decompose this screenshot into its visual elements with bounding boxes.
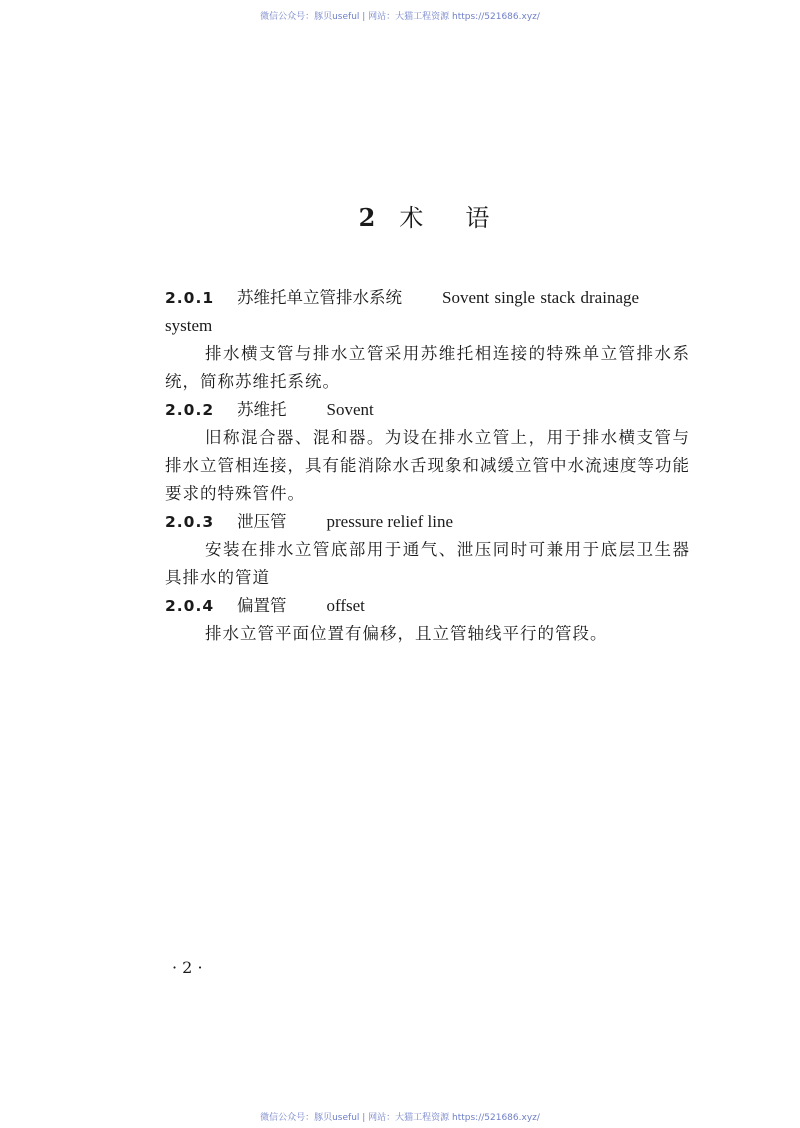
term-en: offset: [326, 596, 365, 615]
watermark-top: 微信公众号：豚贝useful | 网站：大猫工程资源 https://521686.xyz/: [260, 12, 540, 22]
chapter-title-b: 语: [465, 204, 492, 232]
term-entry: [165, 592, 690, 648]
watermark-bottom: 微信公众号：豚贝useful | 网站：大猫工程资源 https://521686.xyz/: [260, 1113, 540, 1123]
term-definition: 旧称混合器、混和器。为设在排水立管上，用于排水横支管与排水立管相连接，具有能消除水舌现象和减缓立管中水流速度等功能要求的特殊管件。: [165, 428, 690, 503]
term-entry: [165, 508, 690, 592]
chapter-title: [0, 198, 800, 233]
term-number: 2.0.1: [165, 289, 215, 307]
term-zh: 偏置管: [237, 596, 287, 615]
term-entry: [165, 284, 690, 396]
term-zh: 苏维托单立管排水系统: [237, 288, 402, 307]
term-entry: [165, 396, 690, 508]
term-en: Sovent: [326, 400, 374, 419]
term-definition: 排水横支管与排水立管采用苏维托相连接的特殊单立管排水系统，简称苏维托系统。: [165, 344, 690, 391]
term-number: 2.0.3: [165, 513, 215, 531]
page-number: · 2 ·: [172, 958, 203, 977]
term-en: Sovent single stack drainage system: [165, 288, 640, 335]
term-definition: 排水立管平面位置有偏移，且立管轴线平行的管段。: [205, 624, 608, 643]
term-number: 2.0.2: [165, 401, 215, 419]
term-zh: 泄压管: [237, 512, 287, 531]
terms-list: [165, 284, 690, 648]
term-definition: 安装在排水立管底部用于通气、泄压同时可兼用于底层卫生器具排水的管道: [165, 540, 690, 587]
chapter-number: 2: [358, 203, 378, 232]
chapter-title-a: 术: [399, 204, 426, 232]
term-en: pressure relief line: [326, 512, 453, 531]
term-number: 2.0.4: [165, 597, 215, 615]
term-zh: 苏维托: [237, 400, 287, 419]
